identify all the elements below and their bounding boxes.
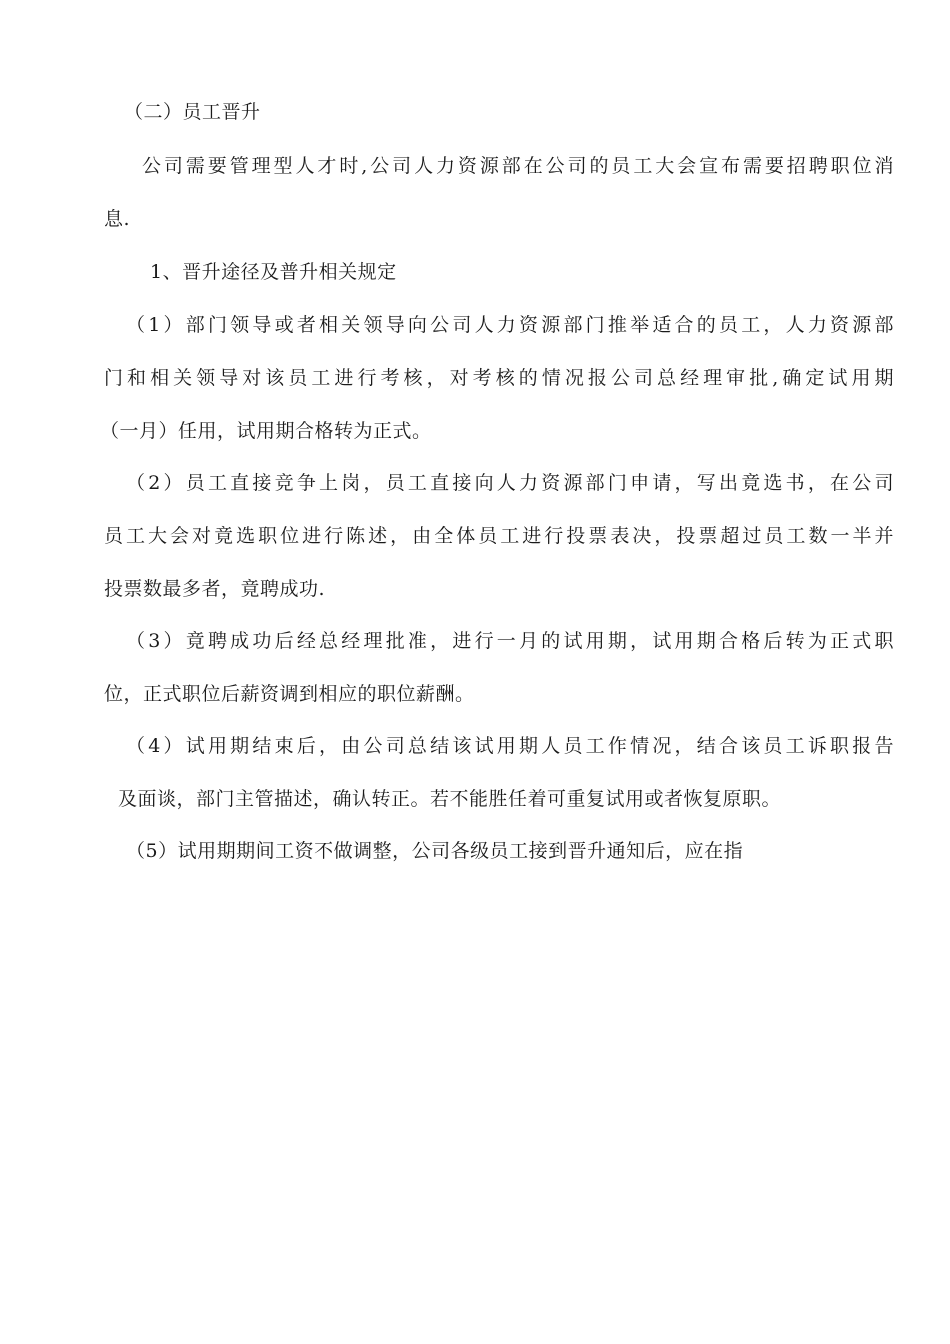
item-2-line-1: （2）员工直接竞争上岗，员工直接向人力资源部门申请，写出竟选书，在公司 — [126, 472, 894, 494]
intro-paragraph — [104, 150, 894, 256]
subheading — [150, 256, 940, 309]
item-4-line-2: 及面谈，部门主管描述，确认转正。若不能胜任着可重复试用或者恢复原职。 — [118, 788, 782, 810]
item-2-line-3: 投票数最多者，竟聘成功. — [104, 578, 326, 600]
section-heading-text: （二）员工晋升 — [124, 101, 261, 123]
item-1-line-1: （1）部门领导或者相关领导向公司人力资源部门推举适合的员工，人力资源部 — [126, 314, 894, 336]
item-1-line-2: 门和相关领导对该员工进行考核，对考核的情况报公司总经理审批,确定试用期 — [104, 367, 894, 389]
item-4-paragraph — [104, 730, 894, 836]
intro-line-1: 公司需要管理型人才时,公司人力资源部在公司的员工大会宣布需要招聘职位消 — [142, 155, 894, 177]
item-3-line-1: （3）竟聘成功后经总经理批准，进行一月的试用期，试用期合格后转为正式职 — [126, 630, 894, 652]
item-1-line-3: （一月）任用，试用期合格转为正式。 — [100, 420, 432, 442]
item-2-line-2: 员工大会对竟选职位进行陈述，由全体员工进行投票表决，投票超过员工数一半并 — [104, 525, 894, 547]
item-2-paragraph — [104, 467, 894, 626]
intro-line-2: 息. — [104, 208, 131, 230]
item-3-line-2: 位，正式职位后薪资调到相应的职位薪酬。 — [104, 683, 475, 705]
item-1-paragraph — [100, 309, 894, 468]
section-heading — [124, 96, 914, 149]
item-5-line-1: （5）试用期期间工资不做调整，公司各级员工接到晋升通知后，应在指 — [126, 840, 744, 862]
item-3-paragraph — [104, 625, 894, 731]
subheading-text: 1、晋升途径及普升相关规定 — [150, 261, 397, 283]
item-5-paragraph — [104, 835, 894, 888]
item-4-line-1: （4）试用期结束后，由公司总结该试用期人员工作情况，结合该员工诉职报告 — [126, 735, 894, 757]
